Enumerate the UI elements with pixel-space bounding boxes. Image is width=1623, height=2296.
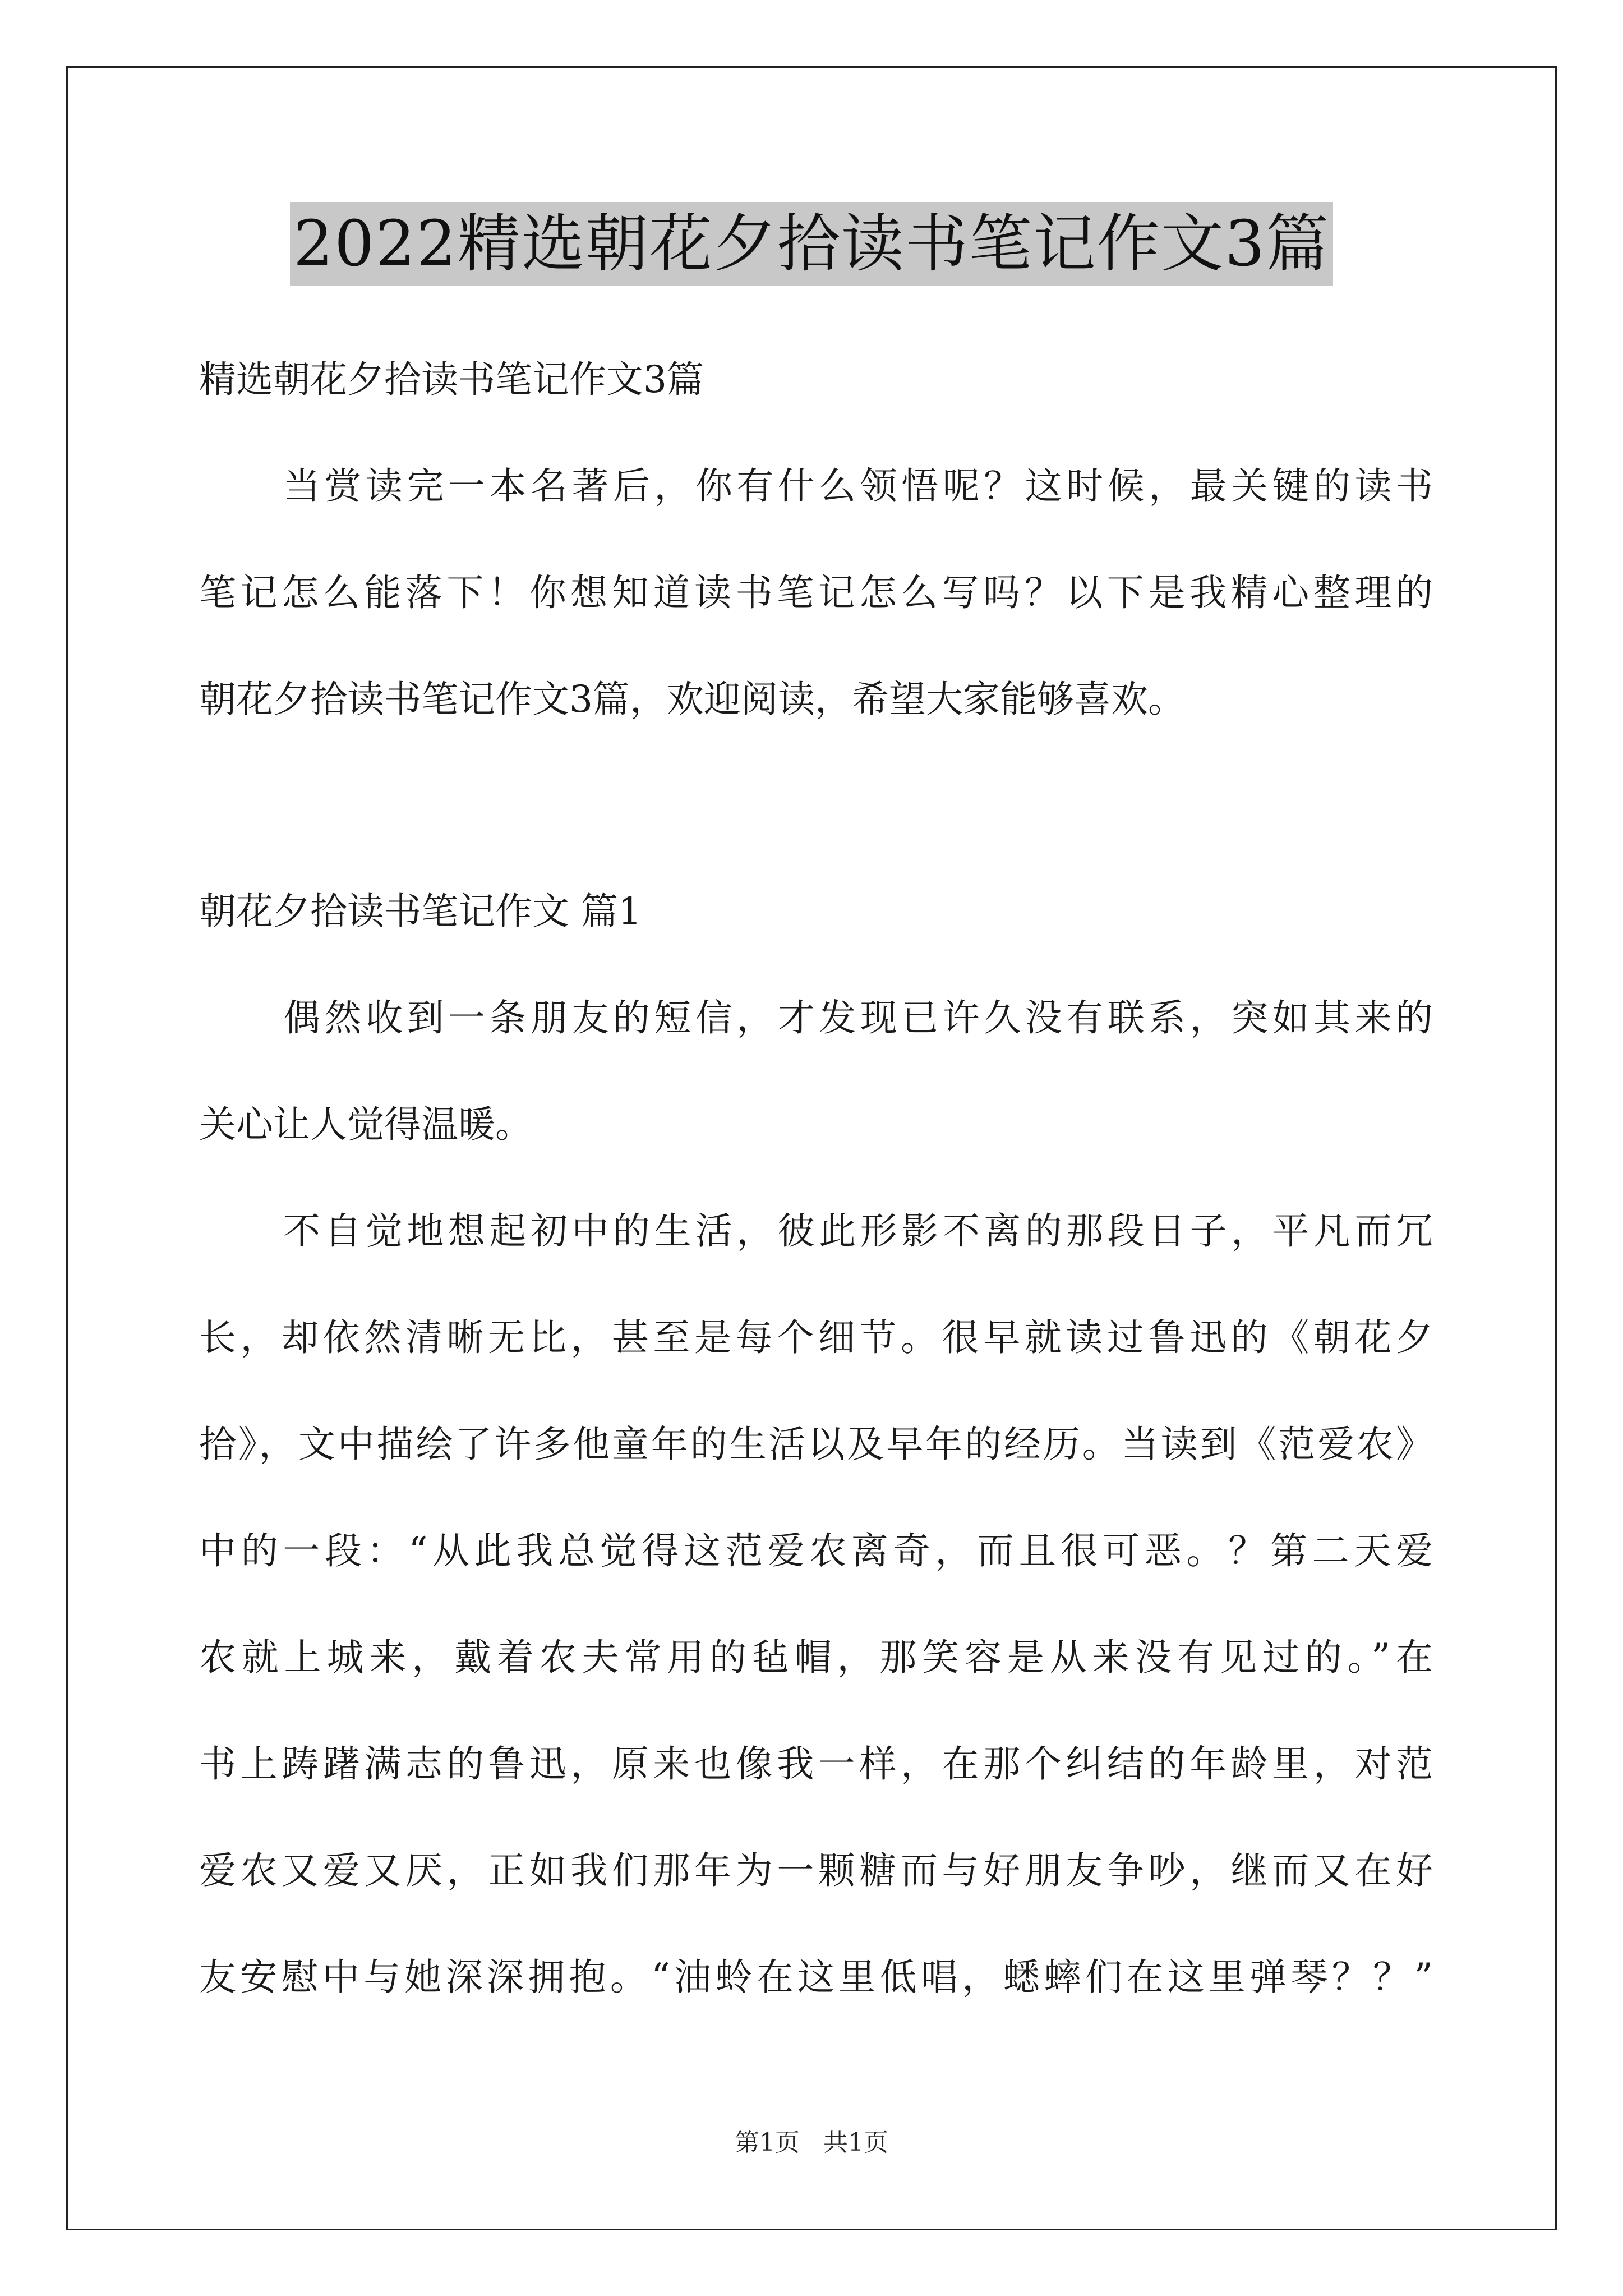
title-wrap xyxy=(0,202,1623,286)
subtitle: 精选朝花夕拾读书笔记作文3篇 xyxy=(199,358,704,401)
section-heading: 朝花夕拾读书笔记作文 篇1 xyxy=(199,890,642,933)
page-total: 共1页 xyxy=(823,2128,888,2157)
paragraph-line: 拾》，文中描绘了许多他童年的生活以及早年的经历。当读到《范爱农》 xyxy=(199,1423,1433,1466)
paragraph-line: 中的一段：“从此我总觉得这范爱农离奇，而且很可恶。？第二天爱 xyxy=(199,1529,1433,1572)
paragraph-line: 爱农又爱又厌，正如我们那年为一颗糖而与好朋友争吵，继而又在好 xyxy=(199,1849,1433,1892)
page-footer xyxy=(0,2126,1623,2160)
paragraph-line: 不自觉地想起初中的生活，彼此形影不离的那段日子，平凡而冗 xyxy=(283,1209,1433,1253)
page-number: 第1页 xyxy=(735,2128,800,2157)
paragraph-line: 书上踌躇满志的鲁迅，原来也像我一样，在那个纠结的年龄里，对范 xyxy=(199,1742,1433,1786)
document-title: 2022精选朝花夕拾读书笔记作文3篇 xyxy=(290,202,1333,286)
paragraph-line: 长，却依然清晰无比，甚至是每个细节。很早就读过鲁迅的《朝花夕 xyxy=(199,1316,1433,1359)
paragraph-line: 关心让人觉得温暖。 xyxy=(199,1103,532,1146)
paragraph-line: 友安慰中与她深深拥抱。“油蛉在这里低唱，蟋蟀们在这里弹琴？？” xyxy=(199,1955,1433,1999)
paragraph-line: 农就上城来，戴着农夫常用的毡帽，那笑容是从来没有见过的。”在 xyxy=(199,1636,1433,1679)
intro-line: 当赏读完一本名著后，你有什么领悟呢？这时候，最关键的读书 xyxy=(283,464,1433,508)
intro-line: 笔记怎么能落下！你想知道读书笔记怎么写吗？以下是我精心整理的 xyxy=(199,571,1433,614)
paragraph-line: 偶然收到一条朋友的短信，才发现已许久没有联系，突如其来的 xyxy=(283,996,1433,1039)
intro-line: 朝花夕拾读书笔记作文3篇，欢迎阅读，希望大家能够喜欢。 xyxy=(199,678,1185,721)
